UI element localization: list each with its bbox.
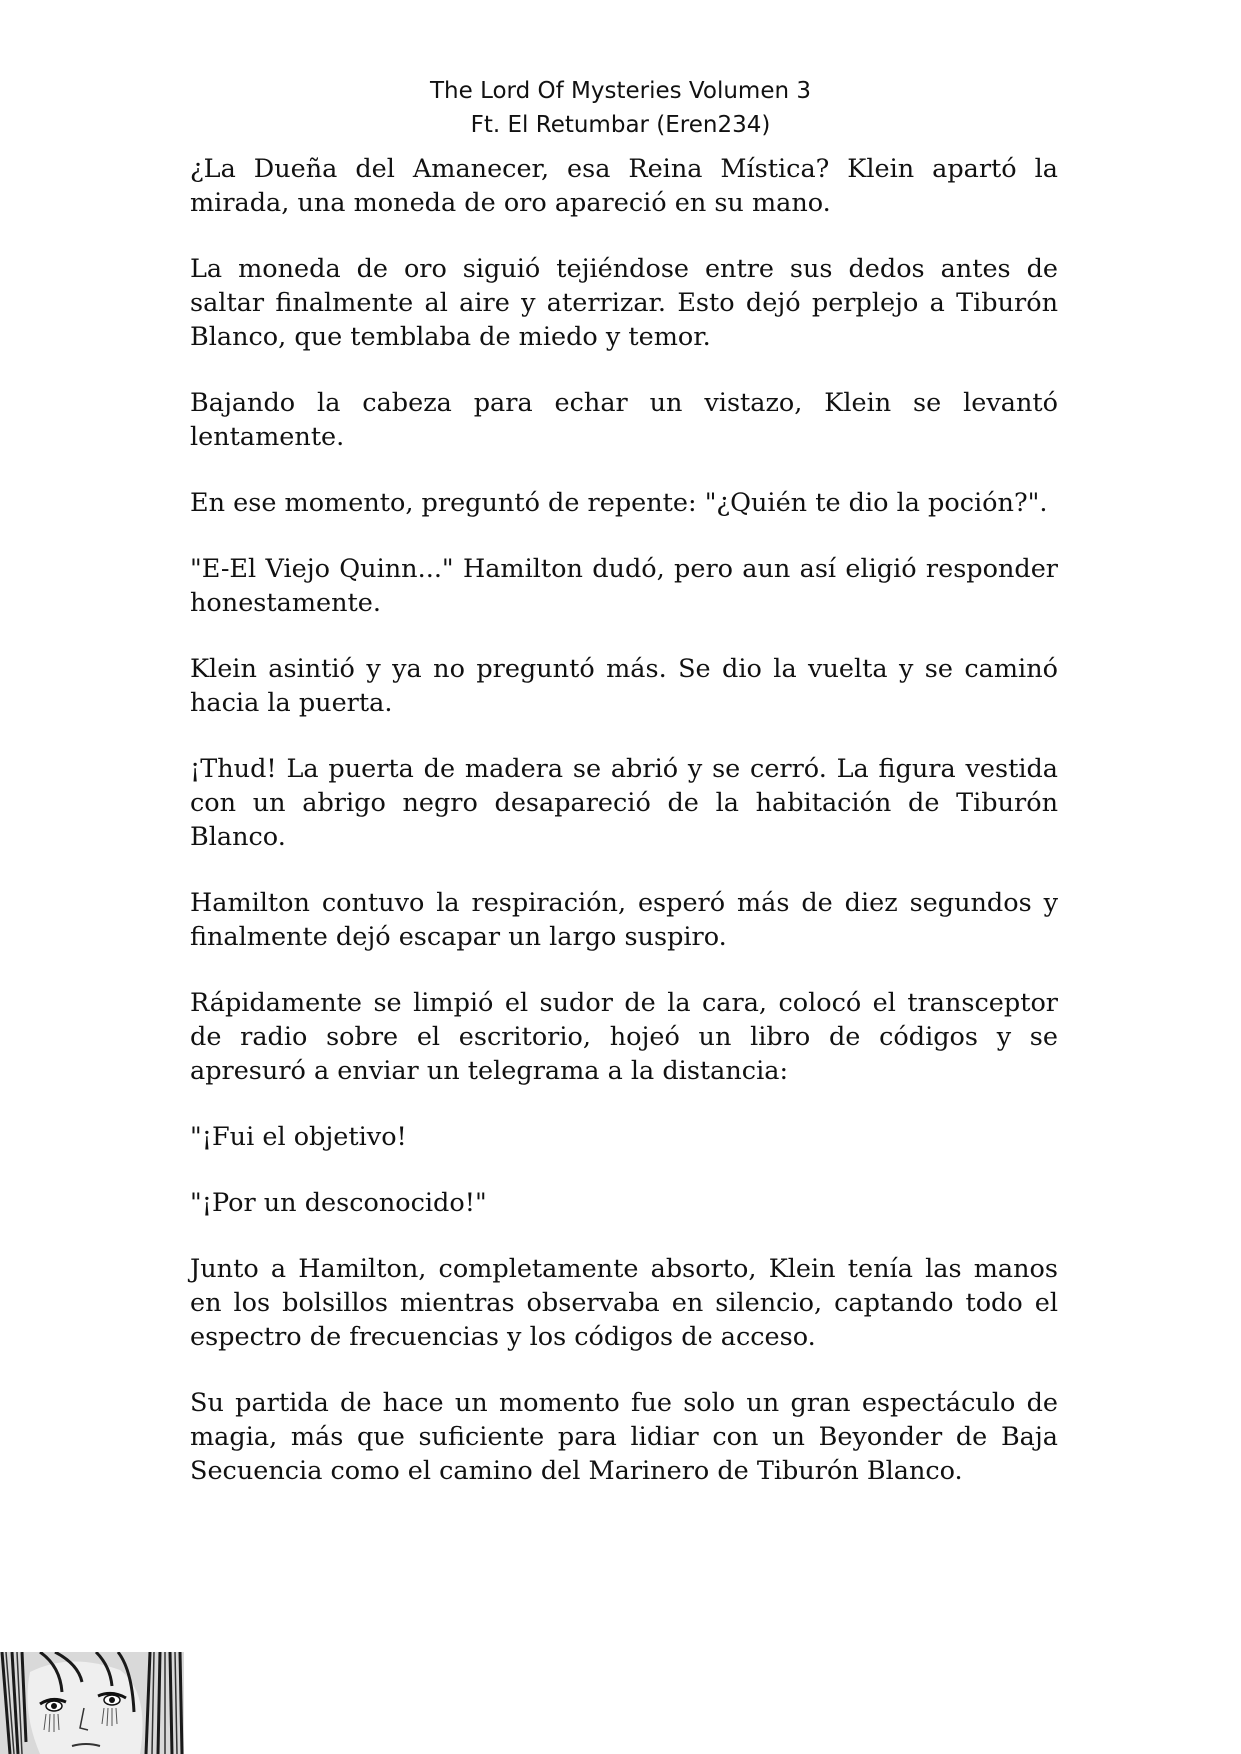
paragraph: "E-El Viejo Quinn..." Hamilton dudó, pero aun así eligió responder honestamente. [190, 554, 1058, 618]
paragraph: Rápidamente se limpió el sudor de la cara, colocó el transceptor de radio sobre el escritorio, hojeó un libro de códigos y se apresuró a enviar un telegrama a la distancia: [190, 988, 1058, 1086]
page-header [0, 74, 1241, 142]
manga-character-portrait-icon [0, 1652, 184, 1754]
paragraph: Su partida de hace un momento fue solo un gran espectáculo de magia, más que suficiente para lidiar con un Beyonder de Baja Secuencia como el camino del Marinero de Tiburón Blanco. [190, 1388, 1058, 1486]
paragraph: Junto a Hamilton, completamente absorto, Klein tenía las manos en los bolsillos mientras observaba en silencio, captando todo el espectro de frecuencias y los códigos de acceso. [190, 1254, 1058, 1352]
paragraph: Hamilton contuvo la respiración, esperó más de diez segundos y finalmente dejó escapar un largo suspiro. [190, 888, 1058, 952]
page-body [190, 152, 1058, 1520]
paragraph: "¡Por un desconocido!" [190, 1188, 487, 1218]
paragraph: ¿La Dueña del Amanecer, esa Reina Mística? Klein apartó la mirada, una moneda de oro apareció en su mano. [190, 154, 1058, 218]
paragraph: Klein asintió y ya no preguntó más. Se dio la vuelta y se caminó hacia la puerta. [190, 654, 1058, 718]
document-subtitle: Ft. El Retumbar (Eren234) [470, 112, 771, 138]
paragraph: En ese momento, preguntó de repente: "¿Quién te dio la poción?". [190, 488, 1048, 518]
paragraph: "¡Fui el objetivo! [190, 1122, 407, 1152]
paragraph: Bajando la cabeza para echar un vistazo, Klein se levantó lentamente. [190, 388, 1058, 452]
document-title: The Lord Of Mysteries Volumen 3 [429, 78, 811, 104]
paragraph: La moneda de oro siguió tejiéndose entre sus dedos antes de saltar finalmente al aire y aterrizar. Esto dejó perplejo a Tiburón Blanco, que temblaba de miedo y temor. [190, 254, 1058, 352]
paragraph: ¡Thud! La puerta de madera se abrió y se cerró. La figura vestida con un abrigo negro desapareció de la habitación de Tiburón Blanco. [190, 754, 1058, 852]
